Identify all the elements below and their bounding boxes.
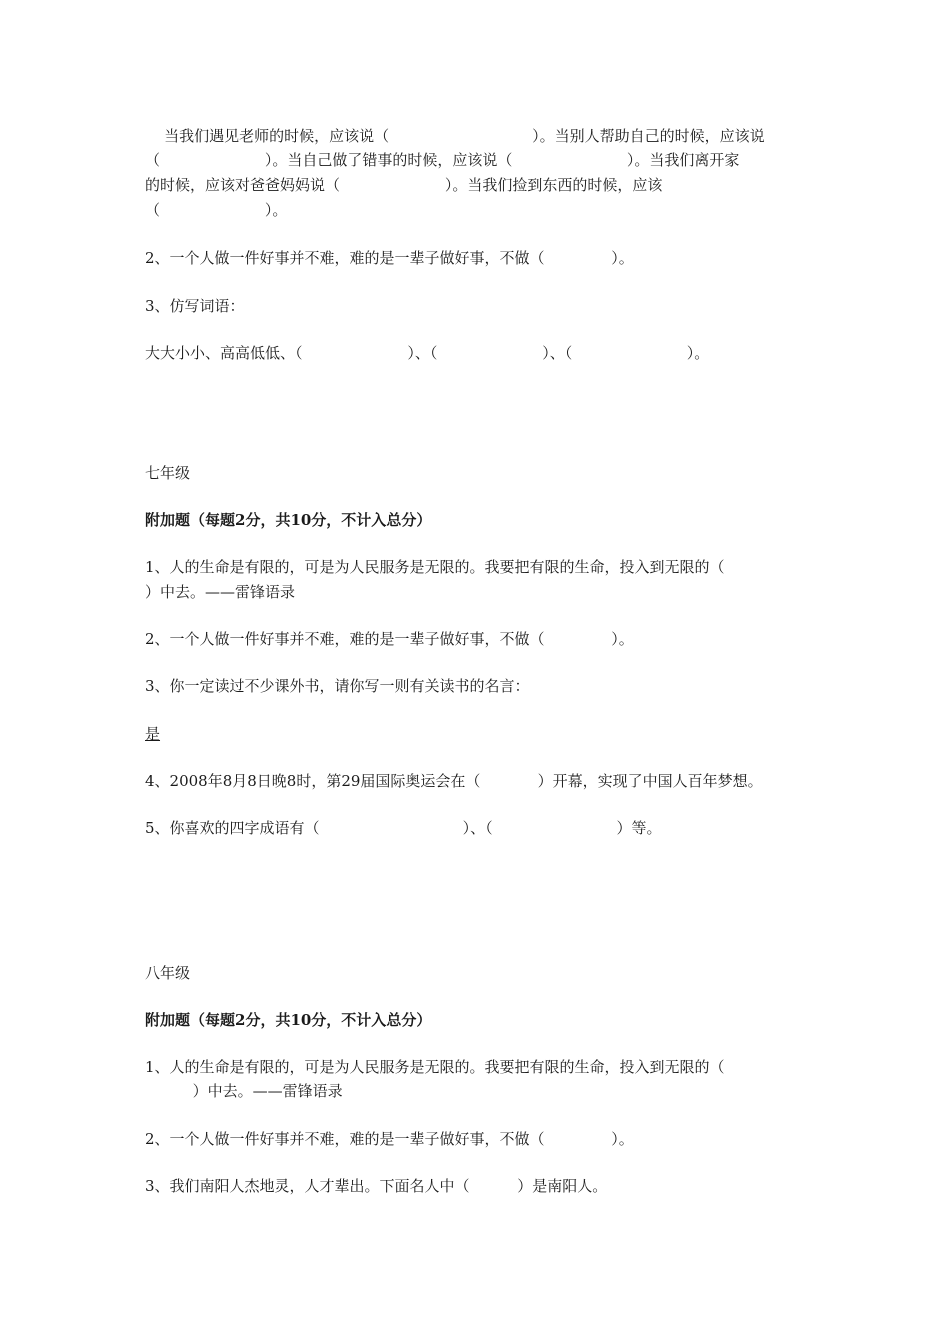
greeting-paragraph-line-2: （ ）。当自己做了错事的时候，应该说（ ）。当我们离开家	[145, 151, 740, 169]
greeting-paragraph-line-1: 当我们遇见老师的时候，应该说（ ）。当别人帮助自己的时候，应该说	[145, 127, 765, 145]
grade-8-question-1-line-2: ）中去。——雷锋语录	[145, 1082, 343, 1100]
grade-8-question-1-line-1: 1、人的生命是有限的，可是为人民服务是无限的。我要把有限的生命，投入到无限的（	[145, 1058, 725, 1076]
grade-7-bonus-title: 附加题（每题2分，共10分，不计入总分）	[145, 511, 432, 529]
grade-7-heading: 七年级	[145, 464, 191, 482]
greeting-paragraph-line-3: 的时候，应该对爸爸妈妈说（ ）。当我们捡到东西的时候，应该	[145, 176, 663, 194]
greeting-paragraph-line-4: （ ）。	[145, 201, 288, 219]
grade-8-bonus-title: 附加题（每题2分，共10分，不计入总分）	[145, 1011, 432, 1029]
grade-7-question-5: 5、你喜欢的四字成语有（ ）、（ ）等。	[145, 819, 662, 837]
grade-7-question-2: 2、一个人做一件好事并不难，难的是一辈子做好事，不做（ ）。	[145, 630, 634, 648]
question-2: 2、一个人做一件好事并不难，难的是一辈子做好事，不做（ ）。	[145, 249, 634, 267]
grade-7-question-1-line-1: 1、人的生命是有限的，可是为人民服务是无限的。我要把有限的生命，投入到无限的（	[145, 558, 725, 576]
word-imitation-line: 大大小小、高高低低、（ ）、（ ）、（ ）。	[145, 344, 710, 362]
grade-8-question-2: 2、一个人做一件好事并不难，难的是一辈子做好事，不做（ ）。	[145, 1130, 634, 1148]
grade-7-question-4: 4、2008年8月8日晚8时，第29届国际奥运会在（ ）开幕，实现了中国人百年梦想。	[145, 772, 763, 790]
question-3: 3、仿写词语：	[145, 297, 245, 315]
grade-7-question-3: 3、你一定读过不少课外书，请你写一则有关读书的名言：	[145, 677, 530, 695]
grade-8-question-3: 3、我们南阳人杰地灵，人才辈出。下面名人中（ ）是南阳人。	[145, 1177, 608, 1195]
grade-7-answer: 是	[145, 725, 161, 743]
grade-8-heading: 八年级	[145, 964, 191, 982]
grade-7-question-1-line-2: ）中去。——雷锋语录	[145, 583, 296, 601]
